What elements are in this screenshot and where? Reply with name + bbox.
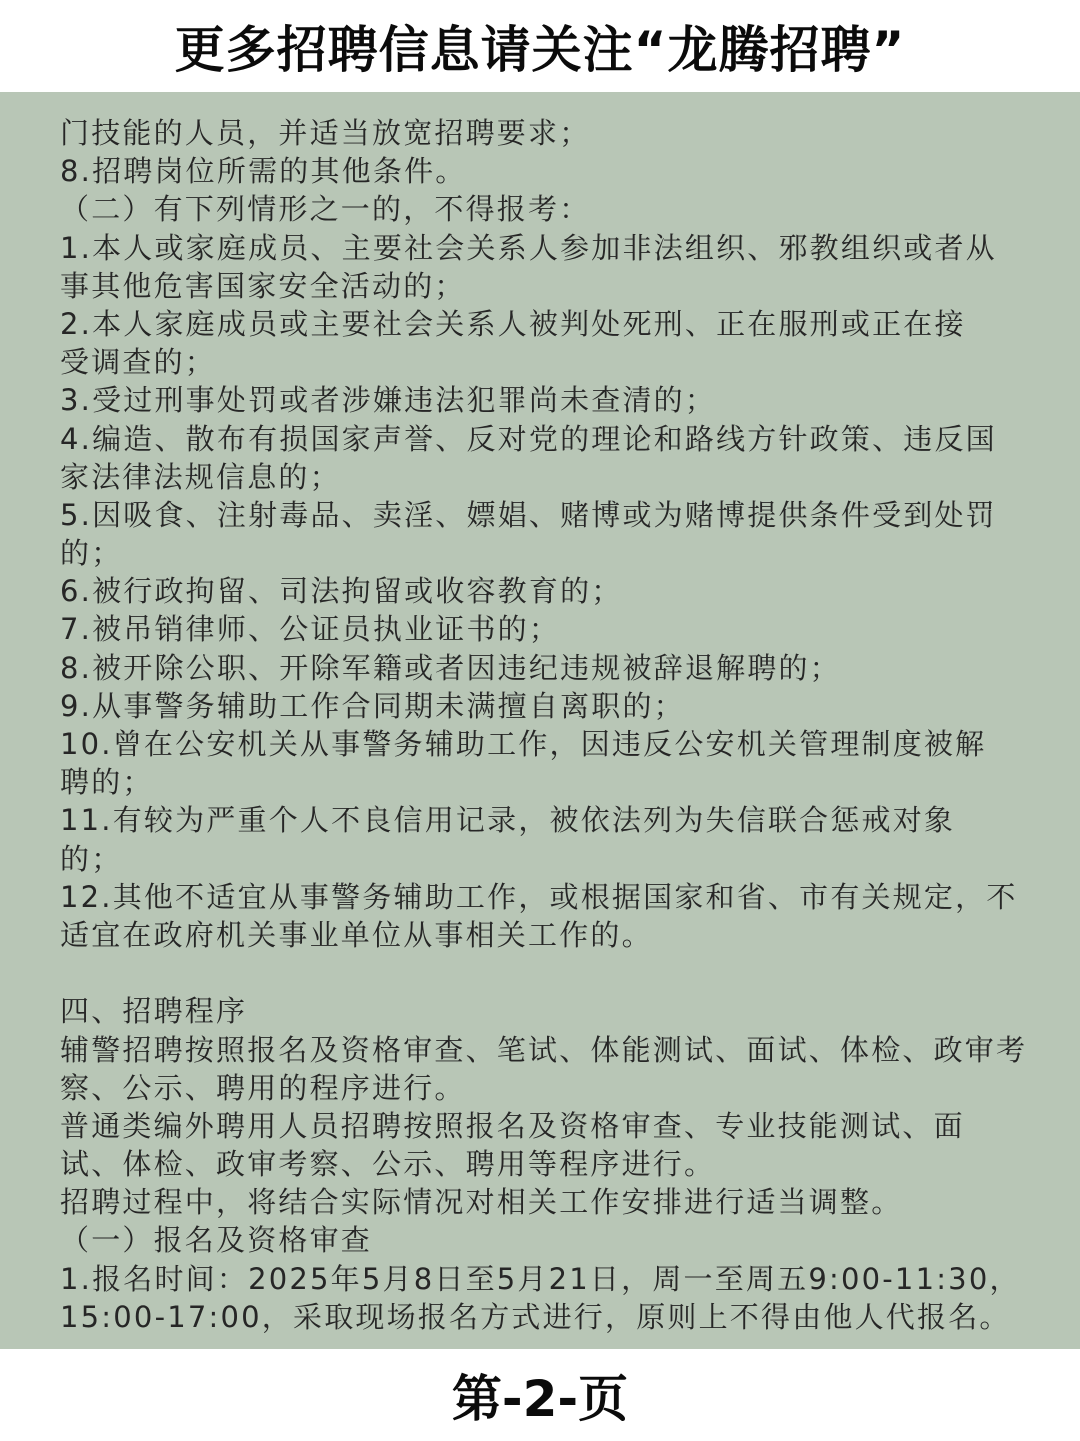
text-line: 9.从事警务辅助工作合同期未满擅自离职的；	[60, 688, 685, 723]
text-line: 7.被吊销律师、公证员执业证书的；	[60, 612, 561, 647]
text-line: 10.曾在公安机关从事警务辅助工作，因违反公安机关管理制度被解	[60, 727, 987, 761]
text-line: 5.因吸食、注射毒品、卖淫、嫖娼、赌博或为赌博提供条件受到处罚	[60, 497, 997, 532]
text-line: 家法律法规信息的；	[60, 459, 341, 494]
text-line: 15:00-17:00，采取现场报名方式进行，原则上不得由他人代报名。	[60, 1299, 1011, 1334]
text-line: 8.招聘岗位所需的其他条件。	[60, 154, 467, 189]
header-title: 更多招聘信息请关注“龙腾招聘”	[174, 21, 906, 79]
document-body	[0, 92, 1080, 1349]
text-line: 8.被开除公职、开除军籍或者因违纪违规被辞退解聘的；	[60, 650, 841, 685]
text-line: 11.有较为严重个人不良信用记录，被依法列为失信联合惩戒对象	[60, 803, 956, 838]
text-line: 3.受过刑事处罚或者涉嫌违法犯罪尚未查清的；	[60, 383, 717, 418]
text-line: 事其他危害国家安全活动的；	[60, 268, 466, 303]
text-line: 1.报名时间：2025年5月8日至5月21日，周一至周五9:00-11:30，	[60, 1261, 1021, 1296]
text-line: 的；	[60, 536, 123, 571]
text-line: 门技能的人员，并适当放宽招聘要求；	[60, 116, 591, 150]
text-line: 2.本人家庭成员或主要社会关系人被判处死刑、正在服刑或正在接	[60, 306, 966, 341]
text-line: 6.被行政拘留、司法拘留或收容教育的；	[60, 574, 623, 609]
text-line: 1.本人或家庭成员、主要社会关系人参加非法组织、邪教组织或者从	[60, 230, 997, 265]
text-line: 的；	[60, 841, 123, 876]
text-line: （二）有下列情形之一的，不得报考：	[60, 192, 591, 227]
blank-line	[60, 954, 1050, 992]
page-number: 第-2-页	[451, 1370, 629, 1428]
header-banner	[0, 0, 1080, 92]
text-line: 试、体检、政审考察、公示、聘用等程序进行。	[60, 1147, 716, 1182]
section-heading: 四、招聘程序	[60, 994, 248, 1029]
text-line: 适宜在政府机关事业单位从事相关工作的。	[60, 917, 653, 952]
text-line: 普通类编外聘用人员招聘按照报名及资格审查、专业技能测试、面	[60, 1108, 965, 1143]
footer-banner	[0, 1349, 1080, 1441]
subsection-heading: （一）报名及资格审查	[60, 1223, 373, 1258]
text-line: 辅警招聘按照报名及资格审查、笔试、体能测试、面试、体检、政审考	[60, 1032, 1028, 1067]
text-line: 招聘过程中，将结合实际情况对相关工作安排进行适当调整。	[60, 1185, 903, 1220]
text-line: 聘的；	[60, 765, 154, 800]
text-line: 察、公示、聘用的程序进行。	[60, 1070, 466, 1105]
text-block	[60, 114, 1050, 1336]
text-line: 4.编造、散布有损国家声誉、反对党的理论和路线方针政策、违反国	[60, 421, 997, 456]
text-line: 12.其他不适宜从事警务辅助工作，或根据国家和省、市有关规定，不	[60, 879, 1018, 914]
text-line: 受调查的；	[60, 345, 217, 380]
